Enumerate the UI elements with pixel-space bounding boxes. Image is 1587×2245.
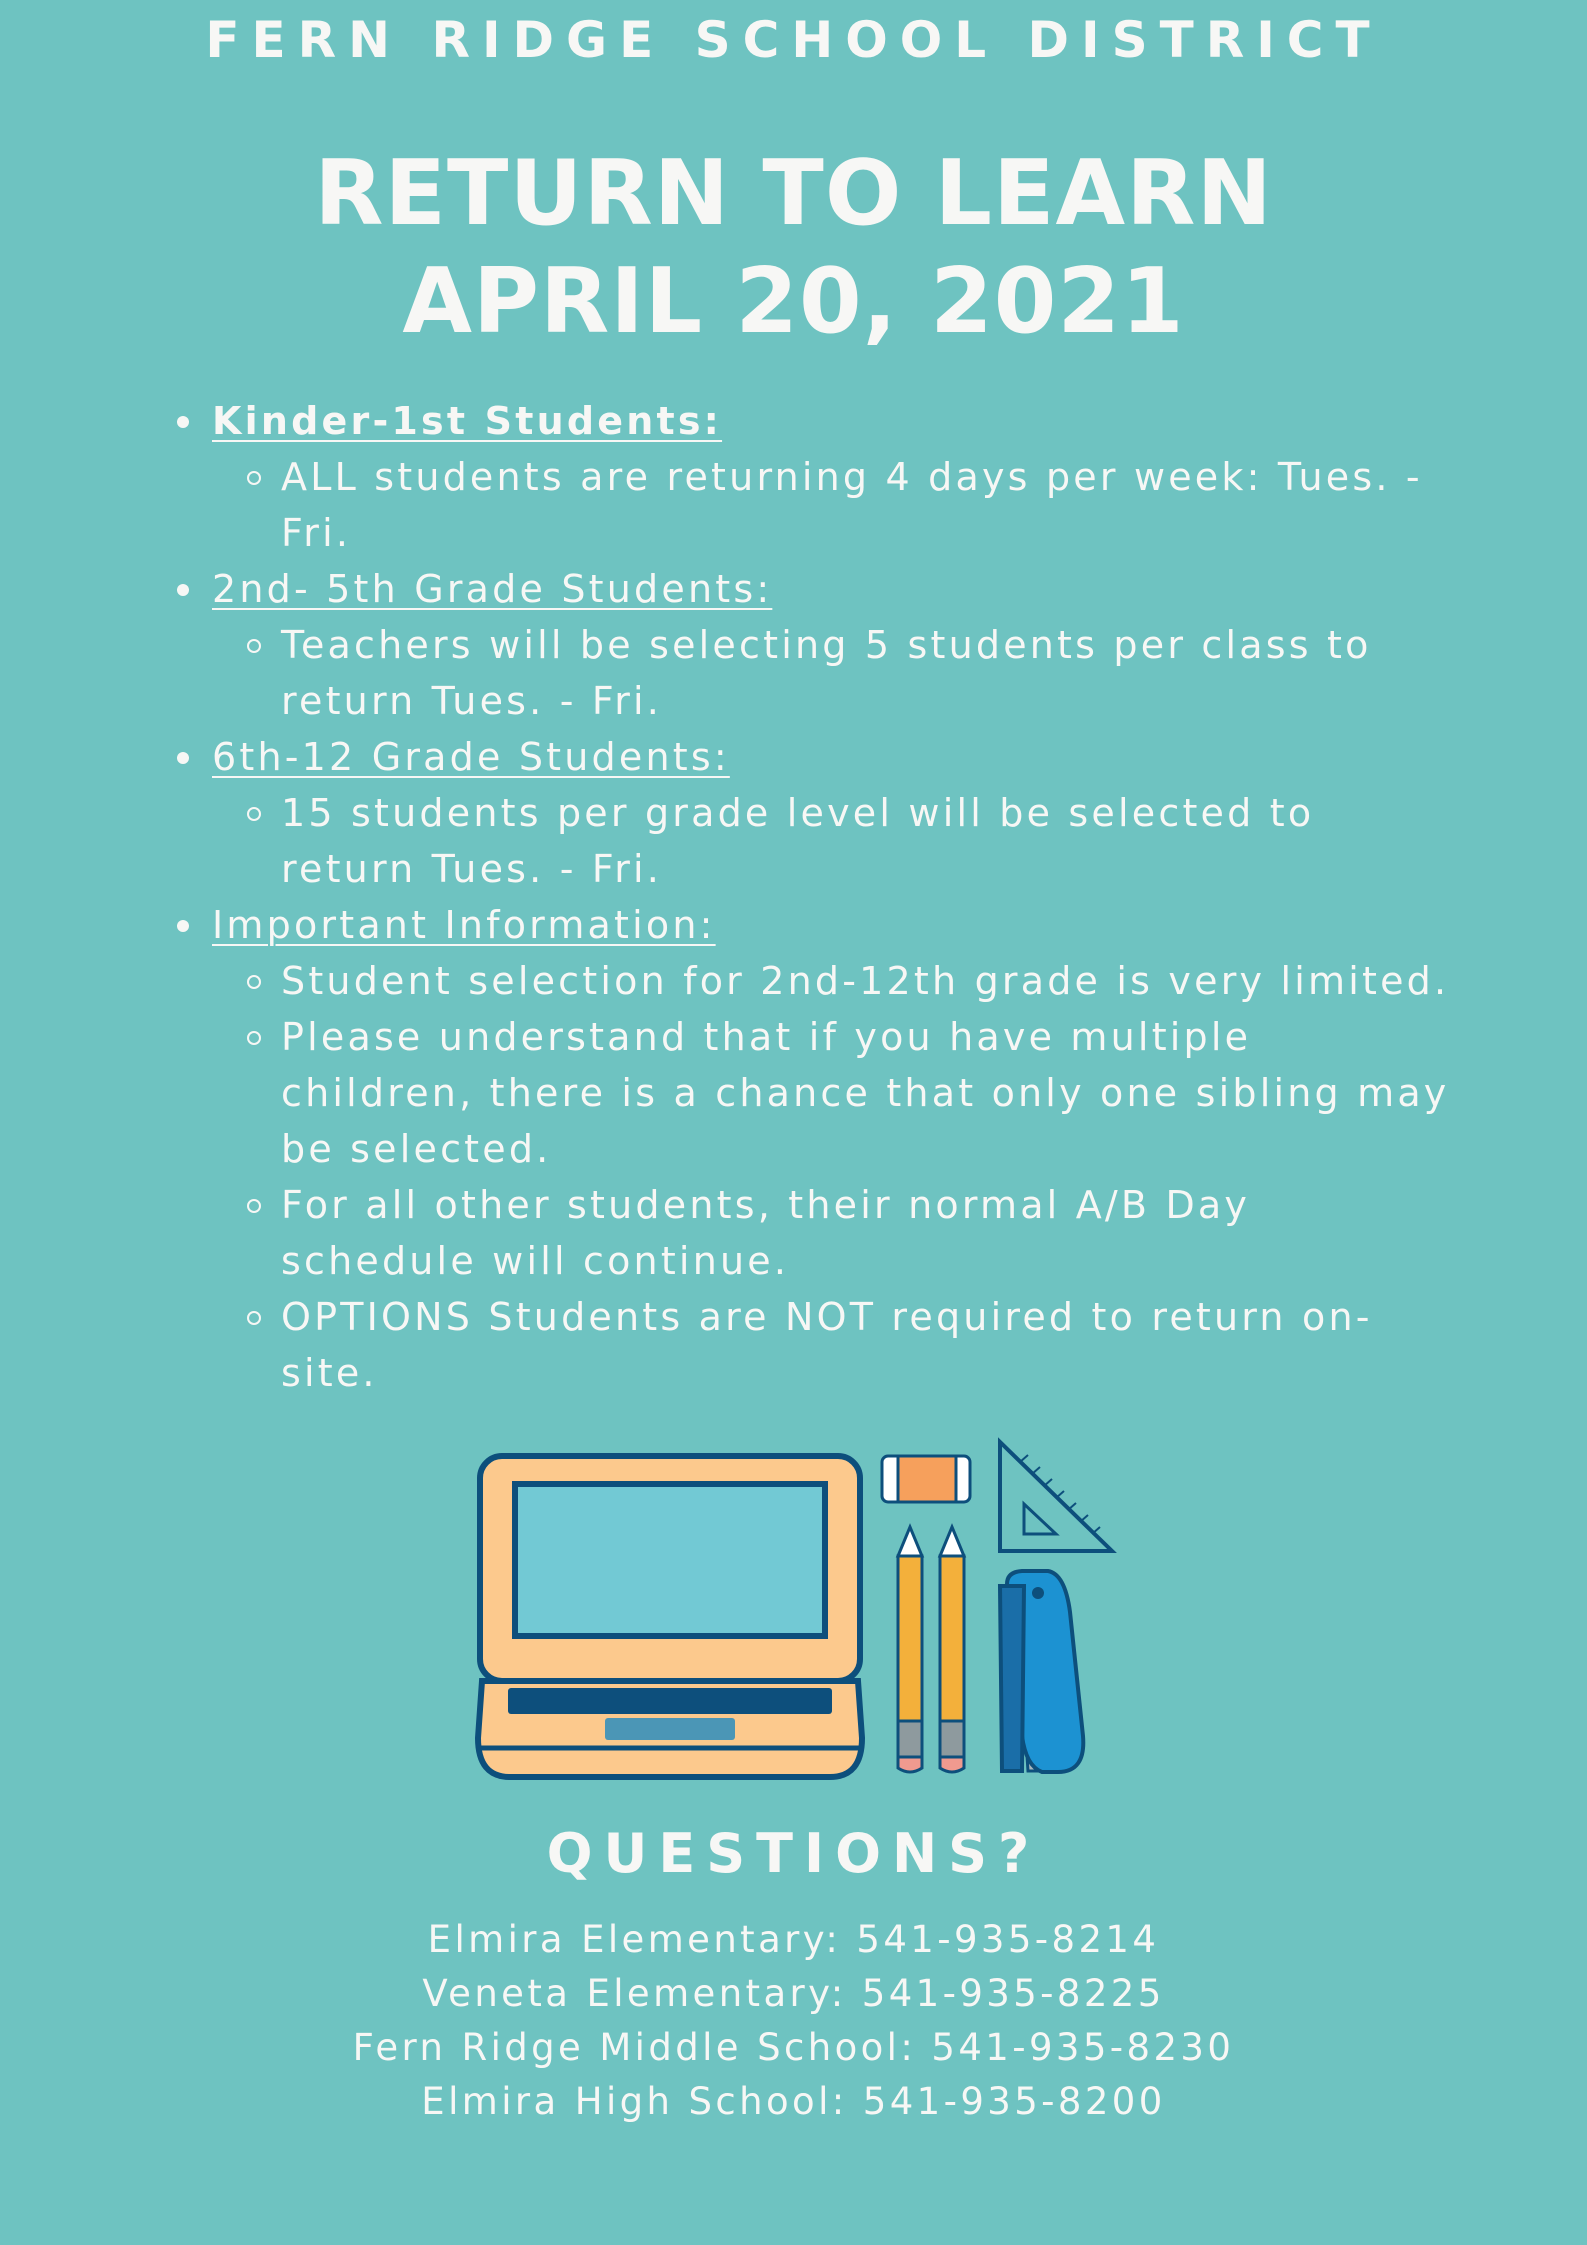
- school-supplies-illustration: [470, 1436, 1120, 1786]
- section-heading: [168, 729, 1458, 785]
- district-name: FERN RIDGE SCHOOL DISTRICT: [205, 11, 1382, 69]
- section-6th-12th: [168, 729, 1458, 897]
- questions-heading: QUESTIONS?: [546, 1822, 1041, 1885]
- section-item: OPTIONS Students are NOT required to return on-site.: [168, 1289, 1458, 1401]
- section-important-info: [168, 897, 1458, 1401]
- section-item: Please understand that if you have multiple children, there is a chance that only one sibling may be selected.: [168, 1009, 1458, 1177]
- section-heading-text: Kinder-1st Students:: [212, 399, 723, 443]
- pencil-icon: [940, 1527, 964, 1772]
- laptop-icon: [478, 1456, 862, 1777]
- section-heading-text: Important Information:: [212, 903, 716, 947]
- stapler-icon: [1000, 1571, 1083, 1772]
- section-2nd-5th: [168, 561, 1458, 729]
- pencil-icon: [898, 1527, 922, 1772]
- contact-veneta-elementary: Veneta Elementary: 541-935-8225: [422, 1972, 1165, 2015]
- section-heading: [168, 897, 1458, 953]
- page-title: [0, 140, 1587, 356]
- section-kinder-1st: [168, 393, 1458, 561]
- announcement-list: [168, 393, 1458, 1401]
- section-item: 15 students per grade level will be selected to return Tues. - Fri.: [168, 785, 1458, 897]
- contact-list: [0, 1913, 1587, 2129]
- section-item: Teachers will be selecting 5 students per class to return Tues. - Fri.: [168, 617, 1458, 729]
- eraser-icon: [882, 1456, 970, 1502]
- section-heading: [168, 561, 1458, 617]
- triangle-ruler-icon: [1000, 1442, 1112, 1551]
- section-item: Student selection for 2nd-12th grade is very limited.: [168, 953, 1458, 1009]
- section-item: For all other students, their normal A/B Day schedule will continue.: [168, 1177, 1458, 1289]
- contact-elmira-high: Elmira High School: 541-935-8200: [421, 2080, 1166, 2123]
- section-heading-text: 2nd- 5th Grade Students:: [212, 567, 773, 611]
- section-heading: [168, 393, 1458, 449]
- contact-elmira-elementary: Elmira Elementary: 541-935-8214: [427, 1918, 1160, 1961]
- section-item: ALL students are returning 4 days per week: Tues. - Fri.: [168, 449, 1458, 561]
- title-line-2: APRIL 20, 2021: [402, 249, 1185, 354]
- contact-fern-ridge-middle: Fern Ridge Middle School: 541-935-8230: [352, 2026, 1235, 2069]
- title-line-1: RETURN TO LEARN: [314, 141, 1273, 246]
- section-heading-text: 6th-12 Grade Students:: [212, 735, 730, 779]
